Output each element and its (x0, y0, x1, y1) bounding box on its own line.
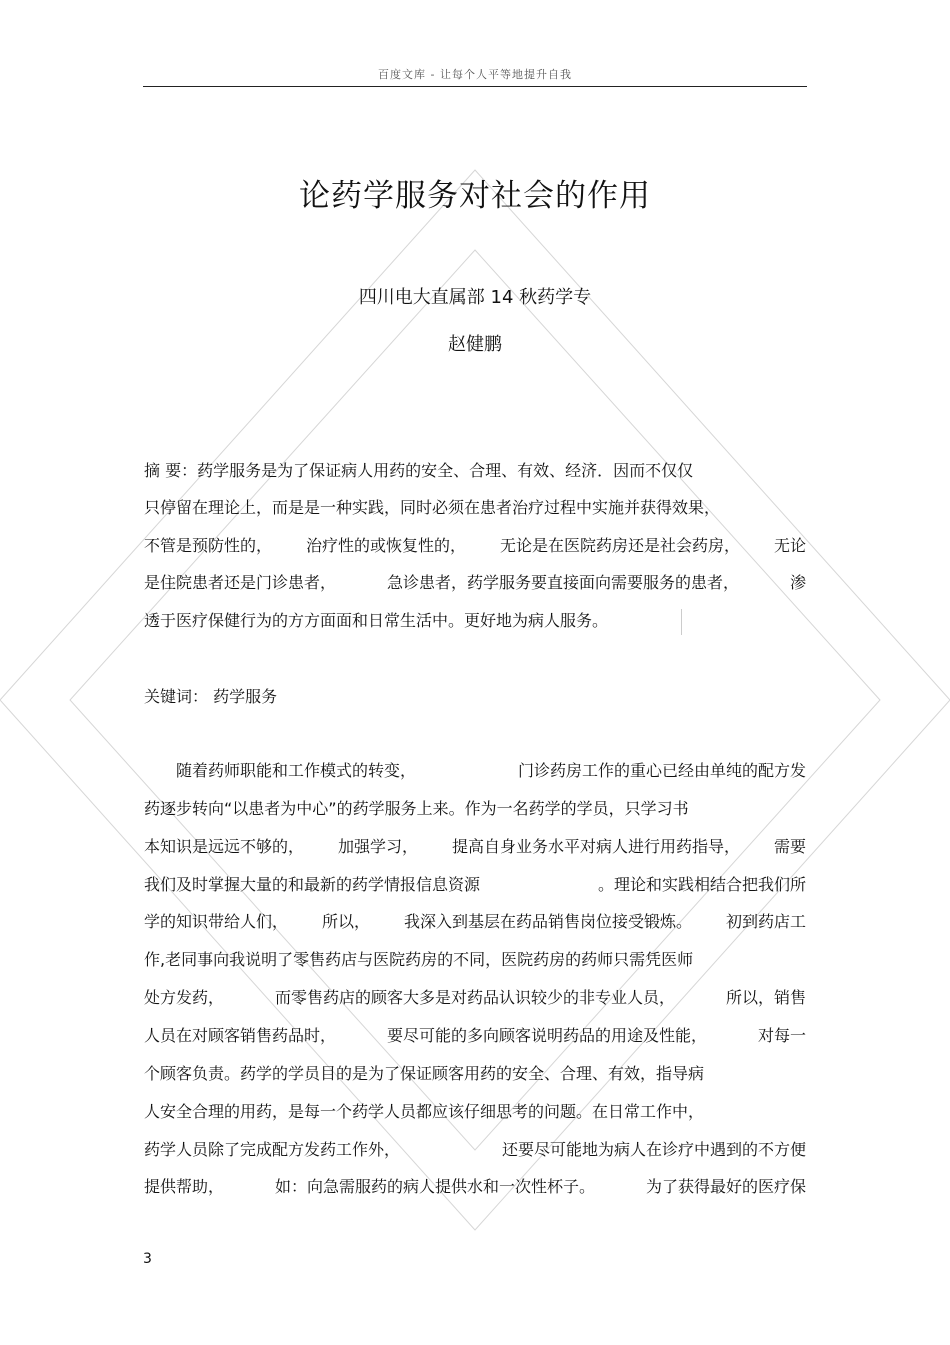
paragraph-line (144, 798, 806, 820)
text-segment: 处方发药， (144, 988, 225, 1007)
text-segment: 摘 要：药学服务是为了保证病人用药的安全、合理、有效、经济．因而不仅仅 (144, 461, 694, 480)
text-segment: 渗 (789, 573, 806, 592)
keywords-line: 关键词： 药学服务 (144, 687, 278, 706)
paragraph-line (144, 874, 806, 896)
text-segment: 急诊患者，药学服务要直接面向需要服务的患者， (386, 573, 739, 592)
text-segment: 要尽可能的多向顾客说明药品的用途及性能， (386, 1026, 707, 1045)
text-segment: 作,老同事向我说明了零售药店与医院药房的不同，医院药房的药师只需凭医师 (144, 950, 694, 969)
author-affiliation: 四川电大直属部 14 秋药学专 (358, 287, 592, 308)
text-segment: 所以， (321, 912, 370, 931)
text-segment: 还要尽可能地为病人在诊疗中遇到的不方便 (501, 1140, 806, 1159)
text-segment: 不管是预防性的， (144, 536, 273, 555)
paragraph-line (144, 1063, 806, 1085)
document-title: 论药学服务对社会的作用 (299, 178, 651, 214)
abstract-line (144, 572, 806, 594)
text-segment: 。理论和实践相结合把我们所 (597, 875, 806, 894)
text-segment: 药逐步转向“以患者为中心”的药学服务上来。作为一名药学的学员，只学习书 (144, 799, 689, 818)
abstract-line (144, 497, 806, 519)
text-segment: 透于医疗保健行为的方方面面和日常生活中。更好地为病人服务。 (144, 611, 609, 630)
text-segment: 是住院患者还是门诊患者， (144, 573, 337, 592)
text-segment: 对每一 (757, 1026, 806, 1045)
paragraph-line (144, 911, 806, 933)
text-segment: 加强学习， (337, 837, 418, 856)
text-segment: 本知识是远远不够的， (144, 837, 305, 856)
text-segment: 无论 (773, 536, 806, 555)
text-segment: 提供帮助， (144, 1177, 225, 1196)
text-segment: 无论是在医院药房还是社会药房， (499, 536, 740, 555)
text-segment: 个顾客负责。药学的学员目的是为了保证顾客用药的安全、合理、有效，指导病 (144, 1064, 705, 1083)
text-segment: 需要 (773, 837, 806, 856)
paragraph-line (144, 836, 806, 858)
text-segment: 学的知识带给人们， (144, 912, 289, 931)
paragraph-line (144, 1176, 806, 1198)
text-segment: 如：向急需服药的病人提供水和一次性杯子。 (274, 1177, 595, 1196)
text-segment: 而零售药店的顾客大多是对药品认识较少的非专业人员， (274, 988, 675, 1007)
text-segment: 药学人员除了完成配方发药工作外， (144, 1140, 401, 1159)
abstract-line (144, 610, 806, 632)
text-segment: 为了获得最好的医疗保 (645, 1177, 806, 1196)
author-name: 赵健鹏 (448, 334, 502, 355)
text-segment: 治疗性的或恢复性的， (305, 536, 466, 555)
abstract-line (144, 460, 806, 482)
text-segment: 提高自身业务水平对病人进行用药指导， (451, 837, 740, 856)
page-number: 3 (143, 1251, 152, 1267)
abstract-line (144, 535, 806, 557)
text-segment: 我深入到基层在药品销售岗位接受锻炼。 (403, 912, 692, 931)
paragraph-line (144, 760, 806, 782)
paragraph-line (144, 1025, 806, 1047)
text-segment: 随着药师职能和工作模式的转变， (144, 761, 417, 780)
paragraph-line (144, 949, 806, 971)
page-header: 百度文库 - 让每个人平等地提升自我 (378, 68, 572, 81)
text-segment: 初到药店工 (725, 912, 806, 931)
text-segment: 所以，销售 (725, 988, 806, 1007)
paragraph-line (144, 1101, 806, 1123)
text-segment: 门诊药房工作的重心已经由单纯的配方发 (517, 761, 806, 780)
text-segment: 人员在对顾客销售药品时， (144, 1026, 337, 1045)
header-divider (143, 86, 807, 87)
text-segment: 我们及时掌握大量的和最新的药学情报信息资源 (144, 875, 481, 894)
text-cursor-bar (681, 609, 682, 635)
text-segment: 人安全合理的用药，是每一个药学人员都应该仔细思考的问题。在日常工作中， (144, 1102, 705, 1121)
text-segment: 只停留在理论上，而是是一种实践，同时必须在患者治疗过程中实施并获得效果， (144, 498, 721, 517)
paragraph-line (144, 1139, 806, 1161)
paragraph-line (144, 987, 806, 1009)
